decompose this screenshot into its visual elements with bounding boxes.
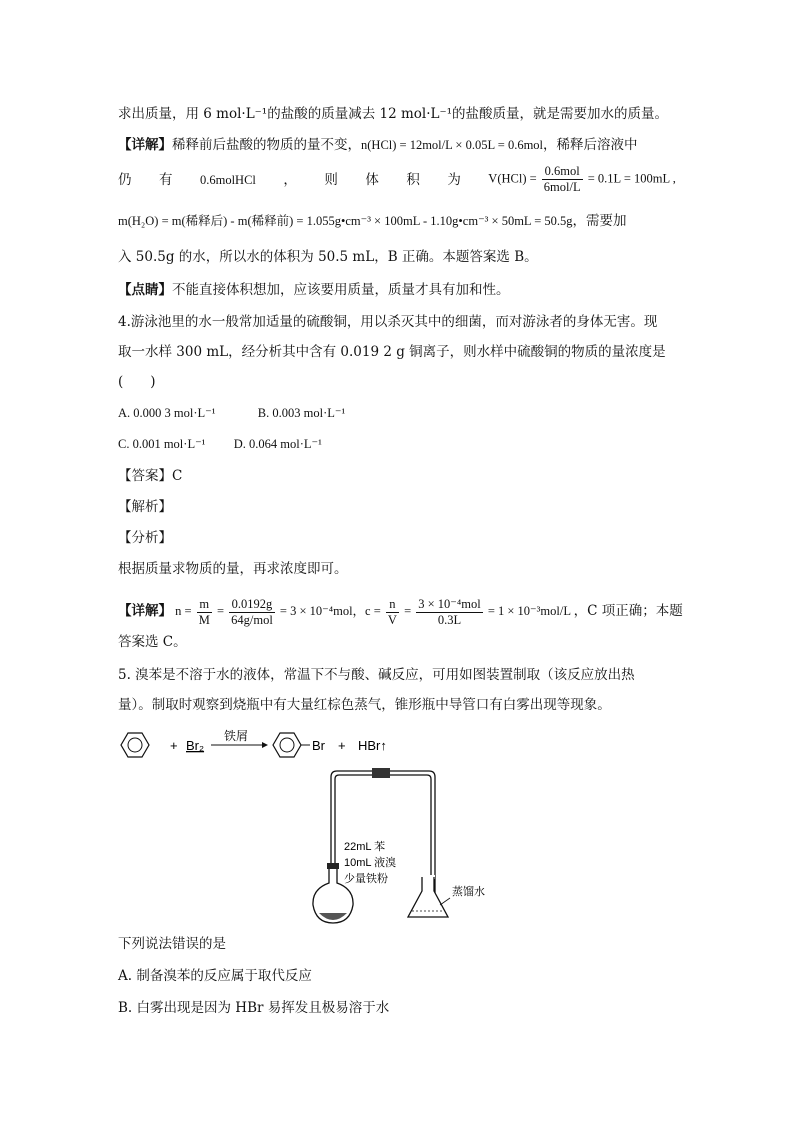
eq-hbr: HBr↑ (358, 738, 387, 753)
q5-stem-line-2: 量）。制取时观察到烧瓶中有大量红棕色蒸气，锥形瓶中导管口有白雾出现等现象。 (118, 697, 611, 713)
eq-plus-2: + (338, 738, 346, 753)
n-result: = 3 × 10⁻⁴mol，c = (279, 604, 381, 618)
volume-formula (488, 164, 676, 195)
flask-label-benzene: 22mL 苯 (344, 841, 386, 853)
q4-stem-line-2: 取一水样 300 mL，经分析其中含有 0.019 2 g 铜离子，则水样中硫酸铜的物质的量浓度是 (118, 344, 666, 360)
v-label: V(HCl) = (488, 171, 537, 186)
text-line-1: 求出质量，用 6 mol·L⁻¹的盐酸的质量减去 12 mol·L⁻¹的盐酸质量，就是需要加水的质量。 (118, 106, 669, 122)
q4-fenxi-text: 根据质量求物质的量，再求浓度即可。 (118, 561, 348, 577)
q5-question: 下列说法错误的是 (118, 936, 226, 952)
equals: = (216, 604, 224, 618)
fraction-numerator: 0.6mol (542, 164, 583, 180)
q4-option-d: D. 0.064 mol·L⁻¹ (233, 437, 322, 451)
word-3: ， (283, 171, 297, 188)
mass-tail: ，需要加 (572, 213, 627, 229)
flask-label-bromine: 10mL 液溴 (344, 857, 397, 869)
q5-stem-line-1: 5. 溴苯是不溶于水的液体，常温下不与酸、碱反应，可用如图装置制取（该反应放出热 (118, 667, 635, 683)
q4-jiexi: 【解析】 (118, 499, 172, 515)
frac-c-den: 0.3L (437, 612, 462, 627)
bromobenzene-ring-icon (273, 733, 310, 757)
beaker-label-water: 蒸馏水 (452, 886, 485, 898)
apparatus-diagram (300, 765, 500, 927)
eq-bromine: Br₂ (186, 738, 205, 753)
n-over-V (386, 597, 399, 628)
frac-molar: 64g/mol (231, 612, 273, 627)
equals-2: = (404, 604, 412, 618)
formula-water-mass: m(H₂O) = m(稀释后) - m(稀释前) = 1.055g•cm⁻³ × 100mL - 1.10g•cm⁻³ × 50mL = 50.5g (118, 214, 573, 228)
word-5: 体 (365, 171, 379, 188)
word-7: 为 (447, 171, 461, 188)
conical-flask (408, 875, 448, 917)
q5-option-b: B. 白雾出现是因为 HBr 易挥发且极易溶于水 (118, 1000, 390, 1016)
v-result: = 0.1L = 100mL , (587, 171, 676, 186)
detail-text: 稀释前后盐酸的物质的量不变， (172, 137, 361, 153)
eq-catalyst: 铁屑 (224, 729, 249, 743)
q4-option-c: C. 0.001 mol·L⁻¹ (118, 437, 206, 451)
q4-option-b: B. 0.003 mol·L⁻¹ (257, 406, 346, 420)
c-fraction (416, 597, 482, 628)
q5-option-a: A. 制备溴苯的反应属于取代反应 (118, 968, 312, 984)
frac-mass: 0.0192g (229, 597, 275, 613)
frac-M: M (198, 612, 210, 627)
q4-detail-tag: 【详解】 (118, 603, 172, 619)
flask-label-iron: 少量铁粉 (344, 873, 388, 885)
mass-line (118, 211, 627, 231)
word-1: 有 (158, 171, 173, 188)
m-over-M (197, 597, 212, 628)
word-4: 则 (324, 171, 338, 188)
detail-tail: ，稀释后溶液中 (543, 137, 638, 153)
rubber-connector (372, 768, 390, 778)
q4-fenxi: 【分析】 (118, 530, 172, 546)
mass-over-molar (229, 597, 275, 628)
q4-option-a: A. 0.000 3 mol·L⁻¹ (118, 406, 216, 420)
frac-V: V (387, 612, 397, 627)
benzene-ring-icon (121, 733, 149, 757)
volume-line (118, 164, 676, 195)
q4-options-cd (118, 434, 322, 454)
q4-detail-tail: ，C 项正确；本题 (573, 603, 683, 619)
frac-c-num: 3 × 10⁻⁴mol (418, 596, 481, 611)
word-2: 0.6molHCl (199, 172, 256, 187)
eq-plus-1: + (170, 738, 178, 753)
q4-options-ab (118, 403, 345, 423)
volume-fraction (542, 164, 583, 195)
c-result: = 1 × 10⁻³mol/L (487, 604, 571, 618)
frac-m: m (197, 597, 212, 613)
q4-stem-line-1: 4.游泳池里的水一般常加适量的硫酸铜，用以杀灭其中的细菌，而对游泳者的身体无害。现 (118, 314, 658, 330)
detail-tag: 【详解】 (118, 137, 172, 153)
reaction-equation (118, 727, 418, 763)
q4-formula (172, 596, 574, 627)
round-bottom-flask (313, 863, 353, 923)
dianjing-text: 不能直接体积想加，应该要用质量，质量才具有加和性。 (172, 282, 510, 298)
eq-br: Br (312, 738, 325, 753)
dianjing-tag: 【点睛】 (118, 282, 172, 298)
dianjing-line (118, 280, 510, 300)
formula-n-hcl: n(HCl) = 12mol/L × 0.05L = 0.6mol (361, 138, 544, 152)
fraction-denominator: 6mol/L (543, 180, 581, 194)
word-0: 仍 (118, 171, 132, 188)
n-label: n = (175, 604, 192, 618)
frac-n: n (386, 597, 399, 613)
q4-detail-line (118, 594, 683, 628)
detail-line-1 (118, 135, 638, 155)
text-line-5: 入 50.5g 的水，所以水的体积为 50.5 mL，B 正确。本题答案选 B。 (118, 249, 538, 265)
word-6: 积 (406, 171, 420, 188)
q4-answer: 【答案】C (118, 468, 183, 484)
q4-paren: ( ) (118, 374, 156, 390)
q4-end: 答案选 C。 (118, 634, 187, 650)
